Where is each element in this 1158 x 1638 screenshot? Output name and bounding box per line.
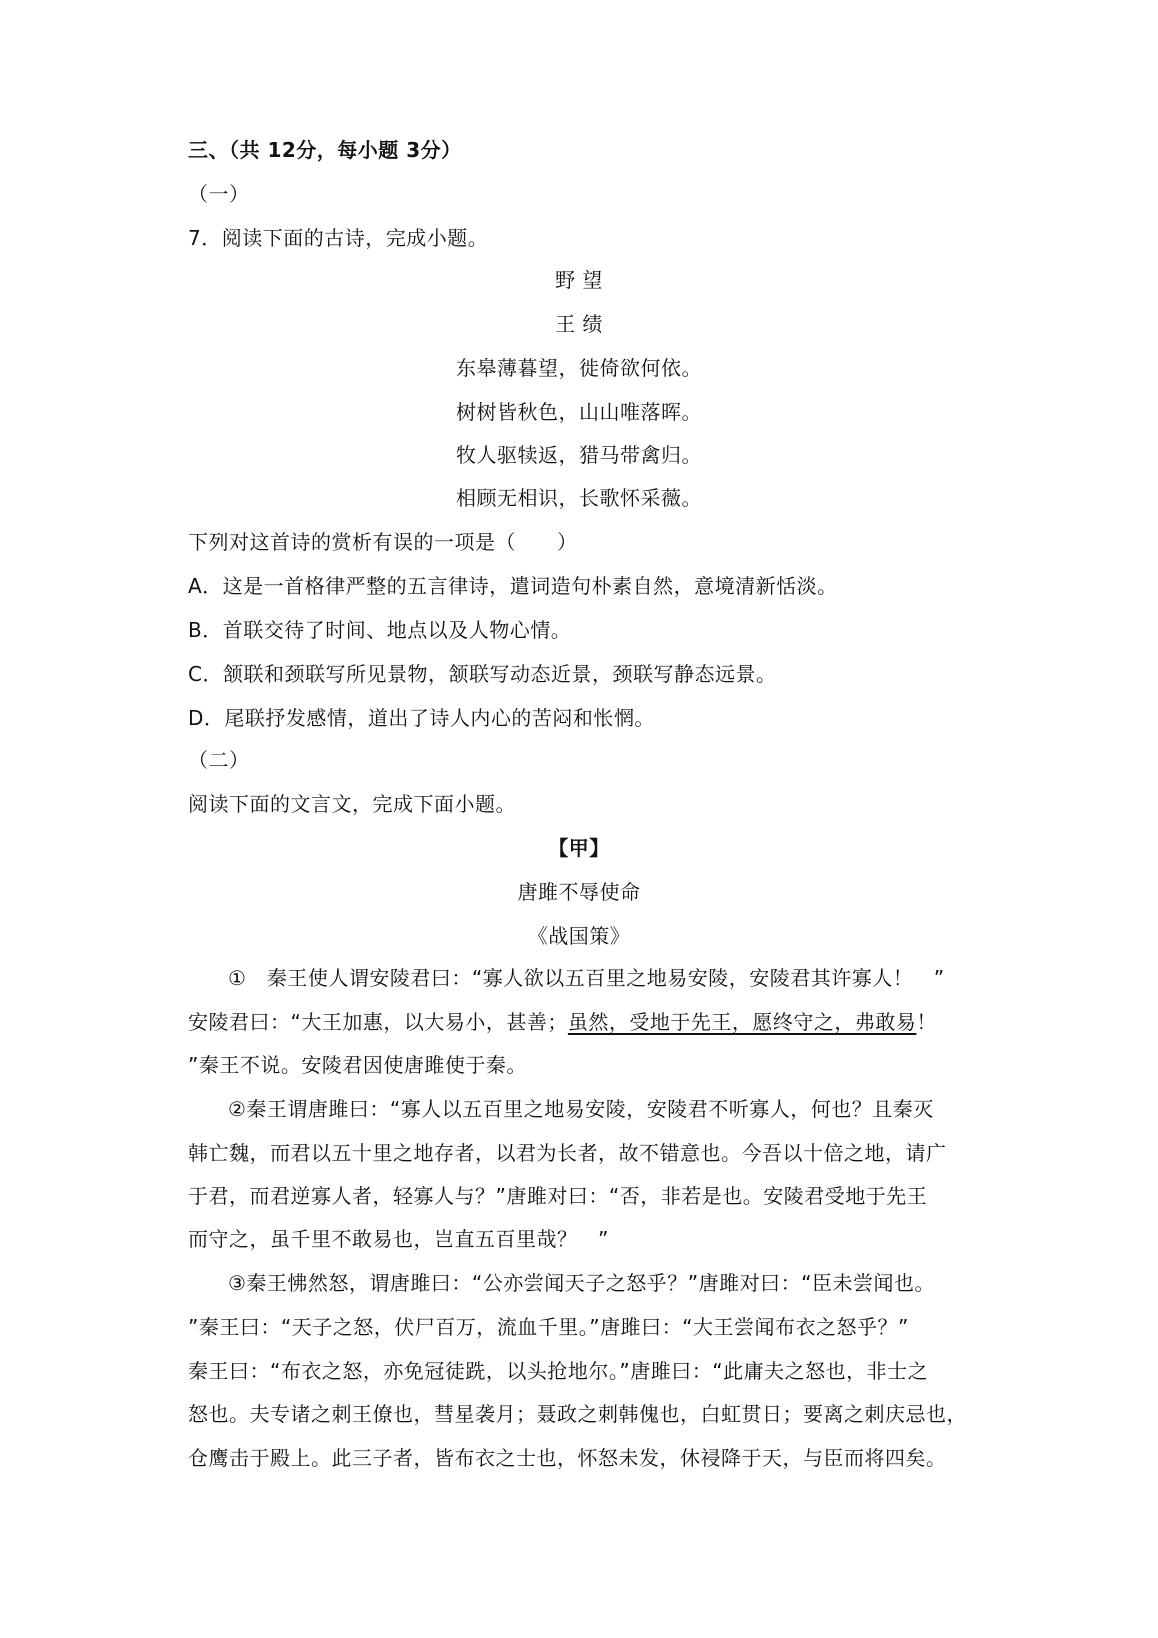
paragraph-2-line: ②秦王谓唐雎曰：“寡人以五百里之地易安陵，安陵君不听寡人，何也？且秦灭 xyxy=(228,1097,934,1121)
paragraph-1-line xyxy=(188,1008,937,1036)
poem-line: 东皋薄暮望，徙倚欲何依。 xyxy=(456,356,702,380)
poem-line: 相顾无相识，长歌怀采薇。 xyxy=(456,486,702,510)
question-prompt: 下列对这首诗的赏析有误的一项是（ ） xyxy=(188,530,578,554)
passage-marker: 【甲】 xyxy=(548,836,610,860)
part2-instruction: 阅读下面的文言文，完成下面小题。 xyxy=(188,792,516,816)
paragraph-1-text: 安陵君曰：“大王加惠，以大易小，甚善； xyxy=(188,1010,568,1034)
paragraph-3-line: ③秦王怫然怒，谓唐雎曰：“公亦尝闻天子之怒乎？”唐雎对曰：“臣未尝闻也。 xyxy=(228,1271,936,1295)
passage-title: 唐雎不辱使命 xyxy=(517,880,641,904)
option-d: D．尾联抒发感情，道出了诗人内心的苦闷和怅惘。 xyxy=(188,706,655,730)
poem-title: 野 望 xyxy=(555,268,603,292)
question-7-instruction: 7．阅读下面的古诗，完成小题。 xyxy=(188,226,489,250)
part2-label: （二） xyxy=(188,748,250,772)
poem-line: 牧人驱犊返，猎马带禽归。 xyxy=(456,443,702,467)
paragraph-2-line: 于君，而君逆寡人者，轻寡人与？”唐雎对曰：“否，非若是也。安陵君受地于先王 xyxy=(188,1184,928,1208)
option-c: C．颔联和颈联写所见景物，颔联写动态近景，颈联写静态远景。 xyxy=(188,662,777,686)
underlined-phrase: 虽然，受地于先王，愿终守之，弗敢易 xyxy=(567,1010,917,1034)
paragraph-3-line: 秦王曰：“布衣之怒，亦免冠徒跣，以头抢地尔。”唐雎曰：“此庸夫之怒也，非士之 xyxy=(188,1359,929,1383)
paragraph-1-punct: ！ xyxy=(916,1010,937,1034)
option-b: B．首联交待了时间、地点以及人物心情。 xyxy=(188,618,572,642)
passage-source: 《战国策》 xyxy=(527,924,631,948)
poem-line: 树树皆秋色，山山唯落晖。 xyxy=(456,400,702,424)
paragraph-3-line: 仓鹰击于殿上。此三子者，皆布衣之士也，怀怒未发，休祲降于天，与臣而将四矣。 xyxy=(188,1446,947,1470)
option-a: A．这是一首格律严整的五言律诗，遣词造句朴素自然，意境清新恬淡。 xyxy=(188,574,838,598)
poem-author: 王 绩 xyxy=(555,312,603,336)
part1-label: （一） xyxy=(188,182,250,206)
section-heading: 三、（共 12分，每小题 3分） xyxy=(188,138,462,162)
paragraph-1-line: ”秦王不说。安陵君因使唐雎使于秦。 xyxy=(188,1053,527,1077)
paragraph-1-line: ① 秦王使人谓安陵君曰：“寡人欲以五百里之地易安陵，安陵君其许寡人！ ” xyxy=(228,966,945,990)
paragraph-2-line: 而守之，虽千里不敢易也，岂直五百里哉？ ” xyxy=(188,1227,609,1251)
paragraph-2-line: 韩亡魏，而君以五十里之地存者，以君为长者，故不错意也。今吾以十倍之地，请广 xyxy=(188,1141,947,1165)
paragraph-3-line: 怒也。夫专诸之刺王僚也，彗星袭月；聂政之刺韩傀也，白虹贯日；要离之刺庆忌也， xyxy=(188,1402,967,1426)
paragraph-3-line: ”秦王曰：“天子之怒，伏尸百万，流血千里。”唐雎曰：“大王尝闻布衣之怒乎？” xyxy=(188,1315,909,1339)
